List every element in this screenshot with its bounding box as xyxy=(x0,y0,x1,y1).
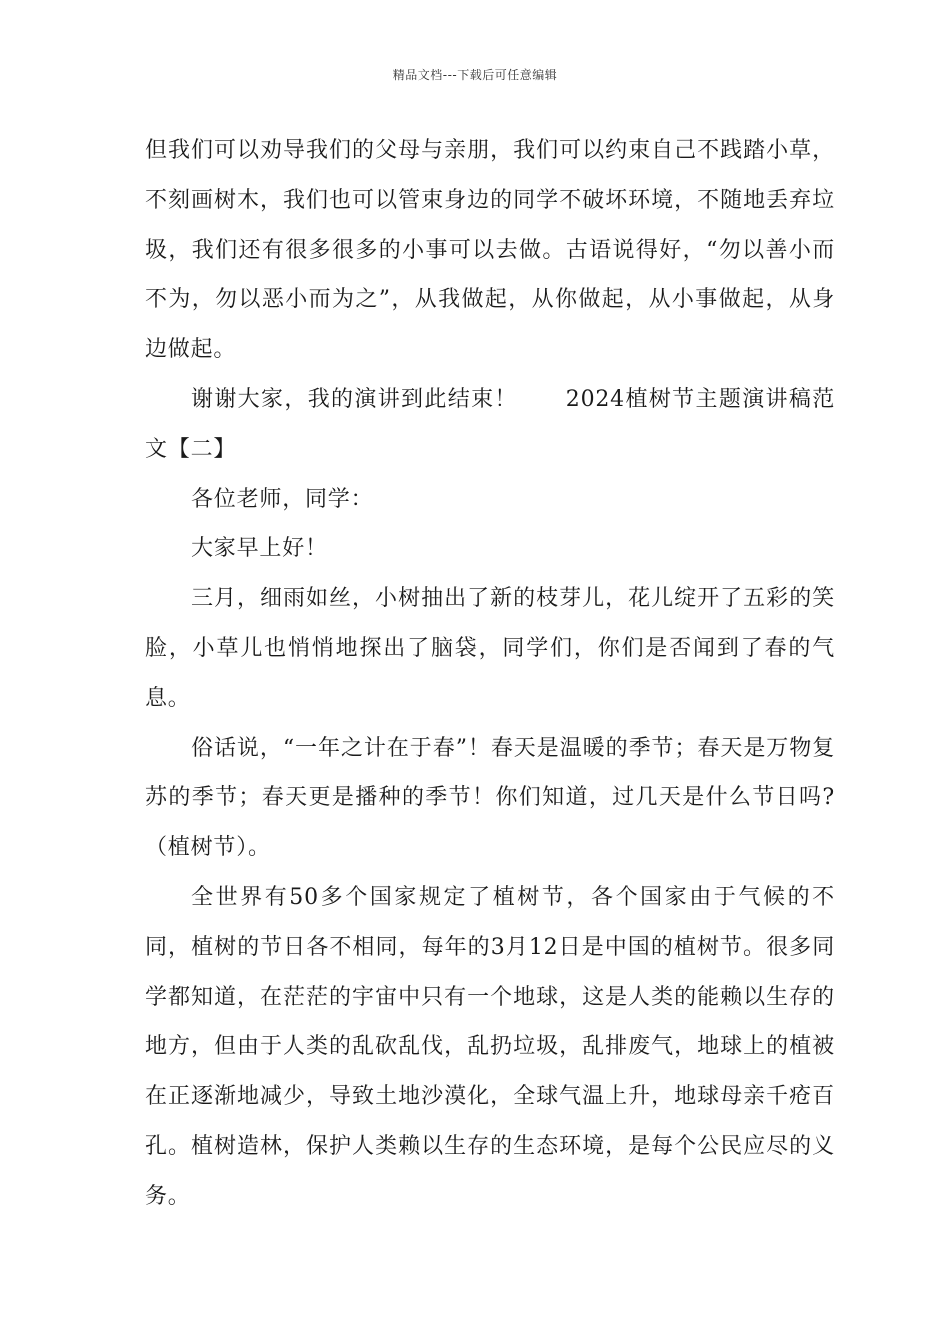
closing-sentence: 谢谢大家，我的演讲到此结束！ xyxy=(191,386,518,412)
paragraph-6: 俗话说，“一年之计在于春”！春天是温暖的季节；春天是万物复苏的季节；春天更是播种的季节！你们知道，过几天是什么节日吗?（植树节）。 xyxy=(145,735,835,861)
paragraph-4: 大家早上好！ xyxy=(191,536,328,562)
paragraph-2 xyxy=(145,375,835,475)
paragraph-7: 全世界有50多个国家规定了植树节，各个国家由于气候的不同，植树的节日各不相同，每年的3月12日是中国的植树节。很多同学都知道，在茫茫的宇宙中只有一个地球，这是人类的能赖以生存的地方，但由于人类的乱砍乱伐，乱扔垃圾，乱排废气，地球上的植被在正逐渐地减少，导致土地沙漠化，全球气温上升，地球母亲千疮百孔。植树造林，保护人类赖以生存的生态环境，是每个公民应尽的义务。 xyxy=(145,884,835,1209)
paragraph-3: 各位老师，同学： xyxy=(191,486,374,512)
page-header: 精品文档---下载后可任意编辑 xyxy=(392,68,558,82)
paragraph-1: 但我们可以劝导我们的父母与亲朋，我们可以约束自己不践踏小草，不刻画树木，我们也可以管束身边的同学不破坏环境，不随地丢弃垃圾，我们还有很多很多的小事可以去做。古语说得好，“勿以善小而不为，勿以恶小而为之”，从我做起，从你做起，从小事做起，从身边做起。 xyxy=(145,138,835,363)
paragraph-5: 三月，细雨如丝，小树抽出了新的枝芽儿，花儿绽开了五彩的笑脸，小草儿也悄悄地探出了脑袋，同学们，你们是否闻到了春的气息。 xyxy=(145,586,835,711)
document-body xyxy=(145,126,835,1222)
section-title: 2024植树节主题演讲稿范文【二】 xyxy=(145,386,836,462)
